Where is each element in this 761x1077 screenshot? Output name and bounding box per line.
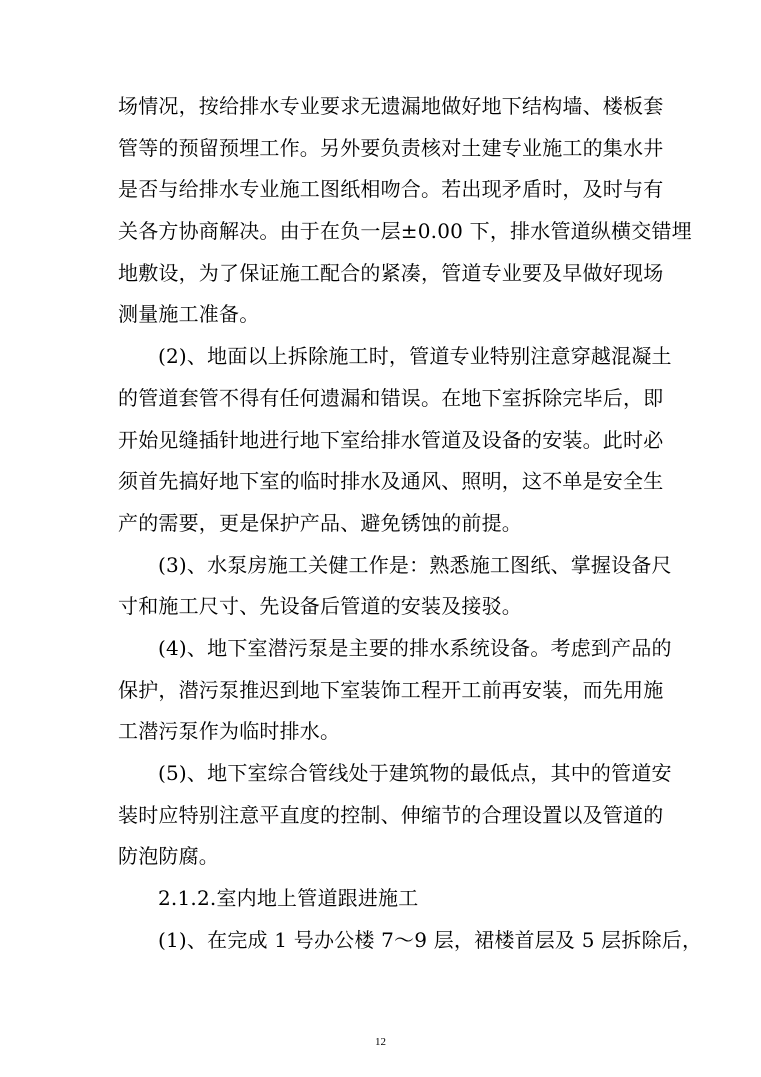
text-line: 场情况，按给排水专业要求无遗漏地做好地下结构墙、楼板套 [118,94,664,118]
text-line: 装时应特别注意平直度的控制、伸缩节的合理设置以及管道的 [118,802,664,827]
text-line: 产的需要，更是保护产品、避免锈蚀的前提。 [118,510,522,535]
paragraph-first-line: 2.1.2.室内地上管道跟进施工 [158,886,419,911]
text-line: 地敷设，为了保证施工配合的紧凑，管道专业要及早做好现场 [118,260,664,285]
paragraph-first-line: (2)、地面以上拆除施工时，管道专业特别注意穿越混凝土 [158,344,672,369]
text-line: 是否与给排水专业施工图纸相吻合。若出现矛盾时，及时与有 [118,177,664,202]
paragraph-first-line: (3)、水泵房施工关健工作是：熟悉施工图纸、掌握设备尺 [158,552,672,577]
text-line: 开始见缝插针地进行地下室给排水管道及设备的安装。此时必 [118,427,664,452]
text-line: 保护，潜污泵推迟到地下室装饰工程开工前再安装，而先用施 [118,677,664,702]
text-line: 寸和施工尺寸、先设备后管道的安装及接驳。 [118,594,522,619]
text-line: 的管道套管不得有任何遗漏和错误。在地下室拆除完毕后，即 [118,385,664,410]
text-line: 关各方协商解决。由于在负一层±0.00 下，排水管道纵横交错埋 [118,219,692,244]
text-line: 防泡防腐。 [118,844,219,869]
paragraph-first-line: (4)、地下室潜污泵是主要的排水系统设备。考虑到产品的 [158,635,672,660]
text-line: 测量施工准备。 [118,302,260,327]
text-line: 须首先搞好地下室的临时排水及通风、照明，这不单是安全生 [118,469,664,494]
document-body [118,86,703,961]
page-number: 12 [375,1036,386,1048]
text-line: 管等的预留预埋工作。另外要负责核对土建专业施工的集水井 [118,135,664,160]
text-line: 工潜污泵作为临时排水。 [118,719,341,744]
paragraph-first-line: (5)、地下室综合管线处于建筑物的最低点，其中的管道安 [158,761,672,785]
paragraph-first-line: (1)、在完成 1 号办公楼 7～9 层，裙楼首层及 5 层拆除后， [158,927,703,952]
